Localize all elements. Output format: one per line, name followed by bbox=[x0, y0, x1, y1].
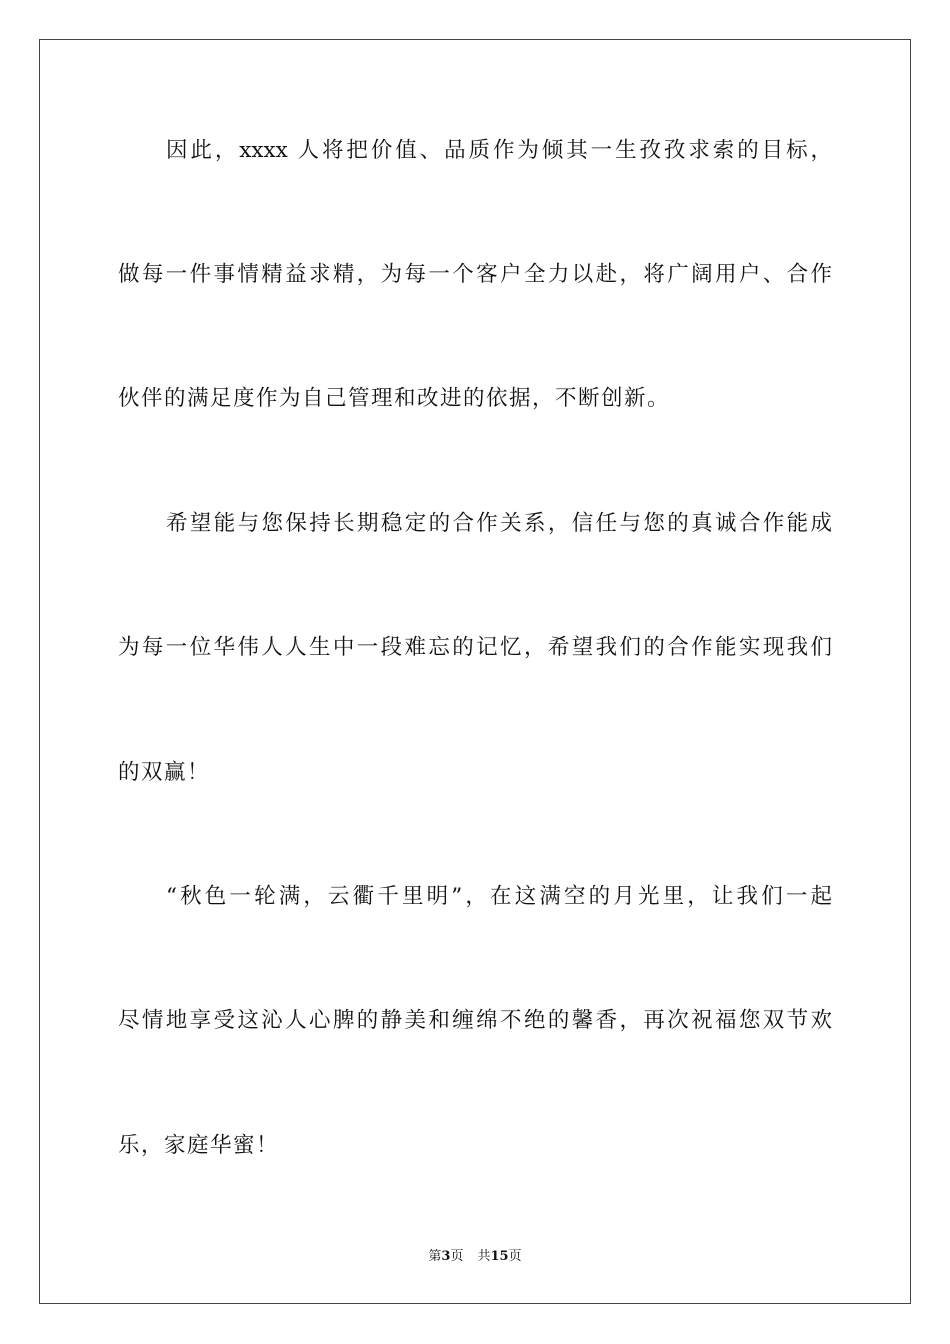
paragraph-2-line-2: 为每一位华伟人人生中一段难忘的记忆，希望我们的合作能实现我们 bbox=[118, 635, 832, 660]
paragraph-3-line-2: 尽情地享受这沁人心脾的静美和缠绵不绝的馨香，再次祝福您双节欢 bbox=[118, 1008, 832, 1033]
paragraph-1-line-3: 伙伴的满足度作为自己管理和改进的依据，不断创新。 bbox=[118, 386, 671, 411]
paragraph-2-line-1: 希望能与您保持长期稳定的合作关系，信任与您的真诚合作能成 bbox=[166, 511, 832, 536]
page-border bbox=[39, 39, 911, 1304]
page-prefix: 第 bbox=[428, 1249, 442, 1264]
total-pages: 15 bbox=[490, 1249, 509, 1264]
total-prefix: 共 bbox=[477, 1249, 491, 1264]
total-suffix: 页 bbox=[508, 1249, 522, 1264]
paragraph-3-line-1: “秋色一轮满，云衢千里明”，在这满空的月光里，让我们一起 bbox=[166, 884, 832, 909]
paragraph-2-line-3: 的双赢！ bbox=[118, 760, 211, 785]
page-footer bbox=[0, 1248, 950, 1266]
page-number: 3 bbox=[441, 1249, 451, 1264]
page-suffix: 页 bbox=[450, 1249, 464, 1264]
paragraph-1-line-1: 因此，xxxx 人将把价值、品质作为倾其一生孜孜求索的目标， bbox=[166, 138, 832, 163]
paragraph-3-line-3: 乐，家庭华蜜！ bbox=[118, 1133, 280, 1158]
paragraph-1-line-2: 做每一件事情精益求精，为每一个客户全力以赴，将广阔用户、合作 bbox=[118, 262, 832, 287]
